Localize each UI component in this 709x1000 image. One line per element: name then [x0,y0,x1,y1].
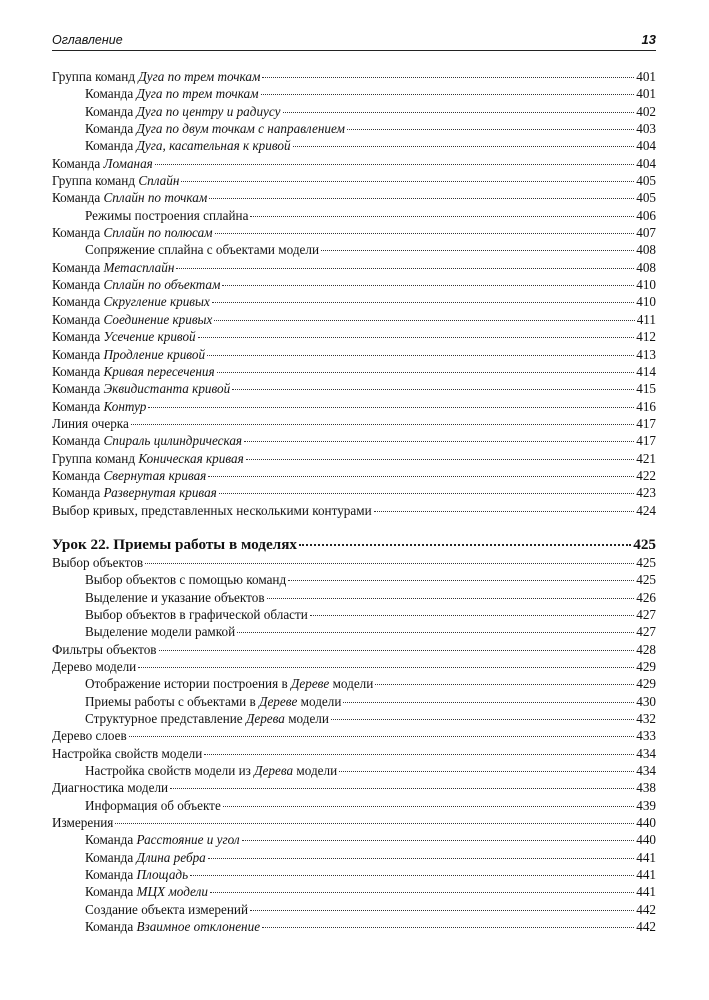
toc-entry-italic-text: Свернутая кривая [103,467,207,483]
toc-entry-title [52,346,205,363]
toc-page-number: 427 [636,606,656,622]
toc-entry[interactable] [52,241,656,258]
dot-leader [208,858,634,859]
toc-entry-title [85,849,206,866]
toc-entry-title [85,901,248,918]
toc-page-number: 416 [636,398,656,414]
dot-leader [321,250,634,251]
toc-page-number: 425 [633,535,656,553]
toc-entry-title [85,831,240,848]
toc-entry[interactable] [52,901,656,918]
toc-entry-title [52,172,179,189]
toc-page-number: 421 [636,450,656,466]
toc-page-number: 425 [636,554,656,570]
toc-entry[interactable] [52,675,656,692]
toc-entry-title [52,450,244,467]
toc-entry-italic-text: Сплайн по объектам [103,277,221,293]
toc-entry-italic-text: Метасплайн [103,259,175,275]
toc-entry[interactable] [52,918,656,935]
toc-entry[interactable] [52,571,656,588]
toc-entry[interactable] [52,883,656,900]
toc-entry-italic-text: Длина ребра [136,849,206,865]
toc-entry[interactable] [52,415,656,432]
toc-entry-italic-text: Продление кривой [103,346,206,362]
dot-leader [262,927,634,928]
toc-entry-text-suffix: модели [284,711,329,727]
toc-entry-italic-text: Площадь [136,867,189,883]
toc-entry[interactable] [52,484,656,501]
toc-entry-text: Выбор кривых, представленных несколькими контурами [52,502,372,518]
toc-entry[interactable] [52,85,656,102]
toc-entry[interactable] [52,606,656,623]
toc-entry[interactable] [52,866,656,883]
toc-entry-title [85,571,286,588]
toc-page-number: 429 [636,676,656,692]
toc-entry-title [85,710,329,727]
toc-entry-text: Диагностика модели [52,780,169,796]
dot-leader [208,476,634,477]
header-page-number: 13 [641,32,656,47]
toc-entry-text: Урок 22. Приемы работы в моделях [52,535,298,553]
toc-page-number: 401 [636,69,656,84]
toc-entry-text: Приемы работы с объектами в [85,693,260,709]
dot-leader [212,302,634,303]
toc-entry-text: Настройка свойств модели [52,745,203,761]
dot-leader [159,650,635,651]
dot-leader [207,355,634,356]
toc-entry-text: Команда [85,867,137,883]
toc-page-number: 402 [636,103,656,119]
toc-entry-text: Команда [52,155,104,171]
dot-leader [198,337,635,338]
toc-entry-text: Дерево модели [52,659,137,674]
toc-entry-title [85,120,345,137]
toc-entry-italic-text: Дуга по центру и радиусу [136,103,281,119]
toc-entry-text: Структурное представление [85,711,246,727]
toc-entry-italic-text: МЦХ модели [136,884,208,900]
toc-page-number: 401 [636,86,656,102]
toc-entry-title [85,675,373,692]
toc-entry-text: Команда [52,346,104,362]
toc-entry-text: Режимы построения сплайна [85,207,249,223]
dot-leader [244,441,634,442]
toc-entry[interactable] [52,137,656,154]
toc-entry-title [52,328,196,345]
toc-entry-italic-text: Сплайн по полюсам [103,225,213,241]
toc-entry[interactable] [52,450,656,467]
dot-leader [262,77,634,78]
header-title: Оглавление [52,33,123,47]
toc-page-number: 411 [636,311,656,327]
toc-entry-title [52,155,153,172]
toc-entry[interactable] [52,380,656,397]
dot-leader [293,146,635,147]
toc-entry-italic-text: Дуга по трем точкам [136,86,259,102]
toc-entry[interactable] [52,797,656,814]
toc-entry-title [52,68,260,85]
dot-leader [145,563,634,564]
toc-entry[interactable] [52,641,656,658]
toc-lesson-heading[interactable] [52,535,656,554]
toc-page-number: 429 [636,659,656,674]
dot-leader [204,754,634,755]
toc-page-number: 412 [636,329,656,345]
toc-page-number: 440 [636,815,656,831]
toc-page-number: 423 [636,485,656,501]
toc-entry-text: Линия очерка [52,415,129,431]
dot-leader [209,198,634,199]
toc-entry-title [85,866,188,883]
toc-entry-title [52,484,217,501]
toc-entry-italic-text: Взаимное отклонение [136,919,261,935]
toc-page-number: 404 [636,155,656,171]
toc-entry-title [52,380,230,397]
toc-entry-title [85,606,308,623]
dot-leader [242,840,635,841]
dot-leader [210,892,634,893]
dot-leader [375,684,634,685]
dot-leader [250,216,634,217]
toc-entry-title [52,398,146,415]
toc-entry[interactable] [52,849,656,866]
toc-page-number: 439 [636,797,656,813]
toc-entry-italic-text: Дуга, касательная к кривой [136,138,291,154]
toc-entry-text: Группа команд [52,173,139,189]
toc-entry-text: Команда [52,398,104,414]
toc-page-number: 424 [636,502,656,518]
dot-leader [347,129,634,130]
toc-entry-italic-text: Сплайн [138,173,180,189]
dot-leader [343,702,634,703]
toc-entry-italic-text: Коническая кривая [138,450,244,466]
dot-leader [148,407,634,408]
dot-leader [190,875,634,876]
toc-entry-text: Дерево слоев [52,728,127,744]
dot-leader [176,268,634,269]
toc-entry-text: Команда [52,294,104,310]
dot-leader [222,285,634,286]
toc-entry[interactable] [52,259,656,276]
toc-entry[interactable] [52,155,656,172]
dot-leader [288,580,634,581]
dot-leader [246,459,635,460]
toc-entry[interactable] [52,710,656,727]
toc-entry-italic-text: Спираль цилиндрическая [103,433,243,449]
toc-entry-text: Создание объекта измерений [85,901,249,917]
toc-entry[interactable] [52,311,656,328]
toc-entry[interactable] [52,814,656,831]
toc-page-number: 432 [636,711,656,727]
dot-leader [115,823,634,824]
toc-entry-title [85,797,221,814]
dot-leader [339,771,634,772]
toc-entry-title [85,623,235,640]
toc-entry-text: Группа команд [52,69,139,84]
toc-entry-title [85,207,248,224]
toc-entry-italic-text: Эквидистанта кривой [103,381,231,397]
toc-entry-text-suffix: модели [329,676,374,692]
toc-entry-title [52,415,129,432]
toc-entry[interactable] [52,658,656,675]
toc-entry-text: Команда [52,467,104,483]
toc-entry-title [85,693,341,710]
toc-page-number: 410 [636,277,656,293]
toc-entry-text: Информация об объекте [85,797,221,813]
toc-entry-text: Выбор объектов [52,554,144,570]
toc-entry[interactable] [52,432,656,449]
toc-entry[interactable] [52,68,656,85]
toc-entry[interactable] [52,398,656,415]
toc-entry-title [85,103,281,120]
toc-entry-title [52,467,206,484]
toc-entry-title [85,589,265,606]
toc-entry-text: Команда [85,121,137,137]
toc-entry-text: Команда [52,381,104,397]
toc-entry-text-suffix: модели [293,763,338,779]
dot-leader [214,320,634,321]
toc-entry-text: Сопряжение сплайна с объектами модели [85,242,320,258]
dot-leader [299,544,631,546]
toc-entry-title [85,762,337,779]
toc-entry[interactable] [52,276,656,293]
toc-entry-title [52,432,242,449]
toc-entry[interactable] [52,328,656,345]
toc-entry-title [85,918,260,935]
dot-leader [131,424,634,425]
toc-entry-italic-text: Кривая пересечения [103,363,215,379]
toc-entry-italic-text: Дереве [290,676,330,692]
toc-entry-title [52,814,113,831]
toc-entry-title [52,276,220,293]
toc-entry-italic-text: Дерева [254,763,294,779]
toc-entry-text: Команда [52,311,104,327]
toc-entry-text: Фильтры объектов [52,641,157,657]
toc-entry-title [52,189,207,206]
toc-entry-text-suffix: модели [297,693,342,709]
toc-page-number: 406 [636,207,656,223]
toc-page-number: 426 [636,589,656,605]
toc-entry-title [85,883,208,900]
toc-entry-text: Команда [52,485,104,501]
toc-entry-title [52,363,215,380]
toc-page-number: 440 [636,832,656,848]
toc-entry-text: Команда [52,190,104,206]
toc-entry-italic-text: Скругление кривых [103,294,210,310]
toc-entry[interactable] [52,363,656,380]
toc-entry-title [52,727,127,744]
toc-page-number: 415 [636,381,656,397]
toc-entry-italic-text: Дерева [245,711,285,727]
toc-entry[interactable] [52,779,656,796]
dot-leader [374,511,635,512]
dot-leader [155,164,634,165]
toc-page-number: 405 [636,190,656,206]
toc-entry[interactable] [52,762,656,779]
dot-leader [261,94,635,95]
toc-entry-title [52,259,174,276]
dot-leader [283,112,635,113]
toc-page-number: 442 [636,919,656,935]
toc-page-number: 422 [636,467,656,483]
toc-entry-title [52,224,213,241]
toc-entry-text: Измерения [52,815,114,831]
toc-entry-text: Команда [85,849,137,865]
toc-entry-italic-text: Ломаная [103,155,153,171]
toc-entry-italic-text: Сплайн по точкам [103,190,208,206]
toc-entry-text: Выделение и указание объектов [85,589,265,605]
toc-entry[interactable] [52,207,656,224]
toc-page-number: 441 [636,849,656,865]
toc-entry[interactable] [52,589,656,606]
toc-entry-title [52,658,136,675]
toc-entry[interactable] [52,502,656,519]
toc-entry-italic-text: Соединение кривых [103,311,213,327]
toc-entry[interactable] [52,224,656,241]
dot-leader [129,736,634,737]
toc-entry-text: Команда [85,919,137,935]
toc-entry-title [85,85,259,102]
dot-leader [215,233,635,234]
toc-page-number: 417 [636,415,656,431]
toc-entry[interactable] [52,346,656,363]
toc-entry[interactable] [52,727,656,744]
toc-page-number: 438 [636,780,656,796]
toc-entry-title [52,535,297,554]
toc-page-number: 430 [636,693,656,709]
toc-entry[interactable] [52,120,656,137]
toc-entry-title [52,745,202,762]
toc-page-number: 433 [636,728,656,744]
toc-entry-text: Команда [85,103,137,119]
toc-entry-italic-text: Дуга по трем точкам [138,69,261,84]
toc-entry-text: Команда [85,884,137,900]
toc-entry[interactable] [52,745,656,762]
toc-entry-italic-text: Развернутая кривая [103,485,217,501]
toc-page-number: 404 [636,138,656,154]
toc-entry-text: Команда [85,832,137,848]
toc-page-number: 427 [636,624,656,640]
toc-page-number: 417 [636,433,656,449]
dot-leader [181,181,634,182]
dot-leader [250,910,634,911]
toc-entry-italic-text: Контур [103,398,147,414]
running-header [52,32,656,51]
toc-page-number: 425 [636,572,656,588]
toc-entry-italic-text: Усечение кривой [103,329,196,345]
dot-leader [232,389,634,390]
toc-page-number: 441 [636,867,656,883]
toc-page-number: 405 [636,173,656,189]
toc-entry-text: Команда [52,329,104,345]
toc-entry-text: Отображение истории построения в [85,676,291,692]
toc-entry[interactable] [52,554,656,571]
toc-entry-title [85,137,291,154]
toc-page-number: 408 [636,259,656,275]
toc-entry-text: Команда [52,277,104,293]
toc-entry-text: Команда [52,225,104,241]
dot-leader [237,632,634,633]
toc-entry-title [85,241,319,258]
toc-entry-italic-text: Дуга по двум точкам с направлением [136,121,345,137]
toc-entry-text: Выделение модели рамкой [85,624,236,640]
toc-entry[interactable] [52,693,656,710]
toc-entry-text: Команда [85,86,137,102]
dot-leader [217,372,635,373]
toc-page-number: 408 [636,242,656,258]
toc-page-number: 428 [636,641,656,657]
toc-page-number: 407 [636,225,656,241]
toc-page-number: 441 [636,884,656,900]
toc-entry-text: Группа команд [52,450,139,466]
toc-page-number: 442 [636,901,656,917]
toc-entry[interactable] [52,831,656,848]
toc-entry-text: Команда [52,433,104,449]
toc-page-number: 413 [636,346,656,362]
toc-entry[interactable] [52,103,656,120]
dot-leader [331,719,634,720]
dot-leader [138,667,634,668]
toc-entry-title [52,554,143,571]
table-of-contents [52,68,656,936]
toc-entry-title [52,641,157,658]
dot-leader [170,788,634,789]
toc-page-number: 414 [636,363,656,379]
toc-entry[interactable] [52,293,656,310]
dot-leader [310,615,634,616]
toc-entry-italic-text: Дереве [259,693,298,709]
toc-page-number: 410 [636,294,656,310]
toc-entry-text: Выбор объектов с помощью команд [85,572,287,588]
dot-leader [223,806,634,807]
dot-leader [267,598,635,599]
toc-entry-text: Команда [85,138,137,154]
toc-page-number: 434 [636,763,656,779]
toc-entry[interactable] [52,172,656,189]
toc-page-number: 403 [636,121,656,137]
toc-entry-title [52,293,210,310]
toc-entry-text: Команда [52,363,104,379]
dot-leader [219,493,634,494]
toc-entry-text: Команда [52,259,104,275]
toc-entry[interactable] [52,623,656,640]
toc-entry-italic-text: Расстояние и угол [136,832,240,848]
toc-entry-title [52,779,168,796]
toc-page-number: 434 [636,745,656,761]
toc-entry-title [52,502,372,519]
toc-entry-title [52,311,212,328]
toc-entry[interactable] [52,189,656,206]
toc-entry-text: Настройка свойств модели из [85,763,255,779]
toc-entry[interactable] [52,467,656,484]
toc-entry-text: Выбор объектов в графической области [85,606,308,622]
